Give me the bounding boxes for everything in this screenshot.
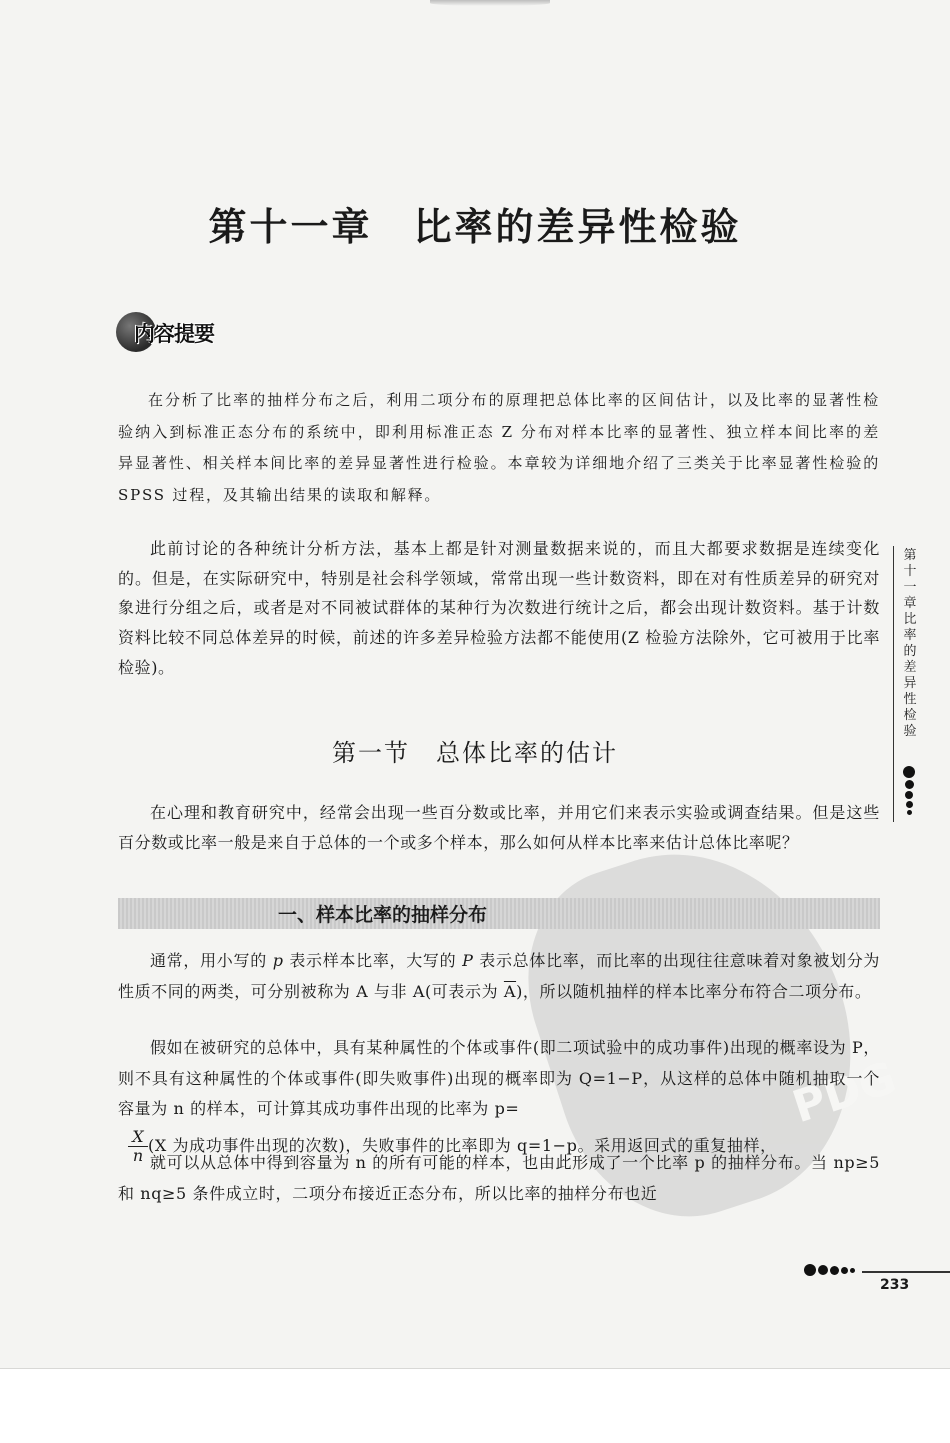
body-paragraph-3: 就可以从总体中得到容量为 n 的所有可能的样本，也由此形成了一个比率 p 的抽样分布。当 np≥5 和 nq≥5 条件成立时，二项分布接近正态分布，所以比率的抽样分布也近 [118, 1153, 880, 1203]
page-number: 233 [880, 1277, 910, 1293]
watermark: PDG [456, 747, 950, 1333]
summary-badge-label: 内容提要 [134, 322, 214, 346]
side-chapter-label: 第十一章 比率的差异性检验 [903, 548, 930, 739]
side-dots-ornament [902, 766, 916, 817]
section-title: 第一节 总体比率的估计 [332, 739, 618, 767]
intro-paragraph: 此前讨论的各种统计分析方法，基本上都是针对测量数据来说的，而且大都要求数据是连续变化的。但是，在实际研究中，特别是社会科学领域，常常出现一些计数资料，即在对有性质差异的研究对象进行分组之后，或者是对不同被试群体的某种行为次数进行统计之后，都会出现计数资料。基于计数资料比较不同总体差异的时候，前述的许多差异检验方法都不能使用(Z 检验方法除外，它可被用于比率检验)。 [118, 539, 880, 677]
scan-smudge [430, 0, 550, 6]
section-paragraph: 在心理和教育研究中，经常会出现一些百分数或比率，并用它们来表示实验或调查结果。但是这些百分数或比率一般是来自于总体的一个或多个样本，那么如何从样本比率来估计总体比率呢？ [118, 803, 880, 852]
scan-bottom-margin [0, 1368, 950, 1443]
summary-paragraph: 在分析了比率的抽样分布之后，利用二项分布的原理把总体比率的区间估计，以及比率的显著性检验纳入到标准正态分布的系统中，即利用标准正态 Z 分布对样本比率的显著性、独立样本间比率的差异显著性、相关样本间比率的差异显著性进行检验。本章较为详细地介绍了三类关于比率显著性检验的 SPSS 过程，及其输出结果的读取和解释。 [118, 391, 880, 504]
footer-dots-ornament [804, 1263, 855, 1277]
side-divider [893, 546, 894, 822]
body-paragraph-2: 假如在被研究的总体中，具有某种属性的个体或事件(即二项试验中的成功事件)出现的概率设为 P，则不具有这种属性的个体或事件(即失败事件)出现的概率即为 Q=1−P，从这样的总体中随机抽取一个容量为 n 的样本，可计算其成功事件出现的比率为 p= [118, 1038, 880, 1118]
footer-rule [862, 1271, 950, 1273]
summary-badge [116, 310, 240, 354]
subsection-heading-bar [118, 898, 880, 929]
fraction-numerator: X [128, 1128, 148, 1147]
fraction-denominator: n [132, 1146, 144, 1165]
chapter-title: 第十一章 比率的差异性检验 [208, 205, 742, 249]
fraction-line-text: (X 为成功事件出现的次数)，失败事件的比率即为 q=1−p。采用返回式的重复抽样， [148, 1136, 777, 1155]
subsection-title: 一、样本比率的抽样分布 [278, 904, 488, 926]
body-paragraph-1: 通常，用小写的 p 表示样本比率，大写的 P 表示总体比率，而比率的出现往往意味着对象被划分为性质不同的两类，可分别被称为 A 与非 A(可表示为 $\overline{A}$)，所以随机抽样的样本比率分布符合二项分布。 [118, 951, 880, 1001]
